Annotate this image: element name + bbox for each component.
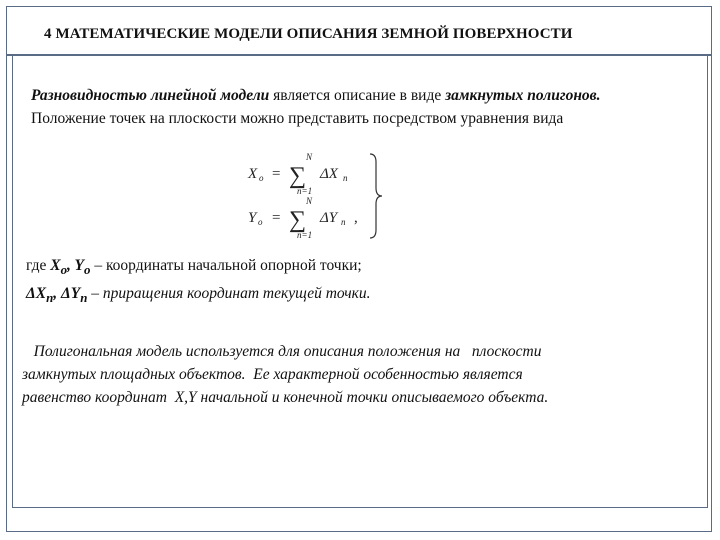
formula-y-sum-bottom: n=1 <box>297 230 313 240</box>
formula-y-sum-top: N <box>306 196 313 206</box>
page-title: 4 МАТЕМАТИЧЕСКИЕ МОДЕЛИ ОПИСАНИЯ ЗЕМНОЙ ПОВЕРХНОСТИ <box>44 26 573 42</box>
formula-y-lhs: Y <box>248 210 257 226</box>
variables-legend <box>26 254 371 310</box>
formula-x-term-sub: n <box>343 173 348 183</box>
formula-x-sum-sign: ∑ <box>289 163 307 189</box>
formula-y-eq: = <box>272 210 281 226</box>
formula-brace <box>370 154 382 238</box>
para2-line-3: равенство координат X,Y начальной и конечной точки описываемого объекта. <box>22 389 549 406</box>
formula-x-lhs-sub: o <box>259 173 264 183</box>
intro-line-1 <box>31 84 711 107</box>
formula-x-term: ΔX <box>320 166 338 182</box>
coordinate-formula <box>240 150 390 242</box>
para2-line-1: Полигональная модель используется для описания положения на плоскости <box>22 343 542 360</box>
legend-line-increments: $\Delta X_n$, $\Delta Y_n$ – приращения координат текущей точки. <box>26 285 371 306</box>
para2-line-2: замкнутых площадных объектов. Ее характерной особенностью является <box>22 366 523 383</box>
intro-text: является описание в виде <box>269 87 446 104</box>
formula-y-sum-sign: ∑ <box>289 207 307 233</box>
term-linear-model: Разновидностью линейной модели <box>31 87 270 104</box>
intro-line-2: Положение точек на плоскости можно представить посредством уравнения вида <box>31 110 564 127</box>
polygon-model-paragraph <box>22 340 702 409</box>
formula-x-sum-top: N <box>306 152 313 162</box>
formula-y-term-sub: n <box>341 217 346 227</box>
legend-line-origin: где $X_o$, $Y_o$ – координаты начальной опорной точки; <box>26 257 362 278</box>
formula-y-term: ΔY <box>320 210 338 226</box>
formula-y-comma: , <box>354 210 358 226</box>
formula-x-eq: = <box>272 166 281 182</box>
term-closed-polygons: замкнутых полигонов. <box>445 87 601 104</box>
formula-x-sum-bottom: n=1 <box>297 186 313 196</box>
formula-y-lhs-sub: o <box>258 217 263 227</box>
intro-paragraph <box>31 84 711 130</box>
formula-x-lhs: X <box>248 166 258 182</box>
